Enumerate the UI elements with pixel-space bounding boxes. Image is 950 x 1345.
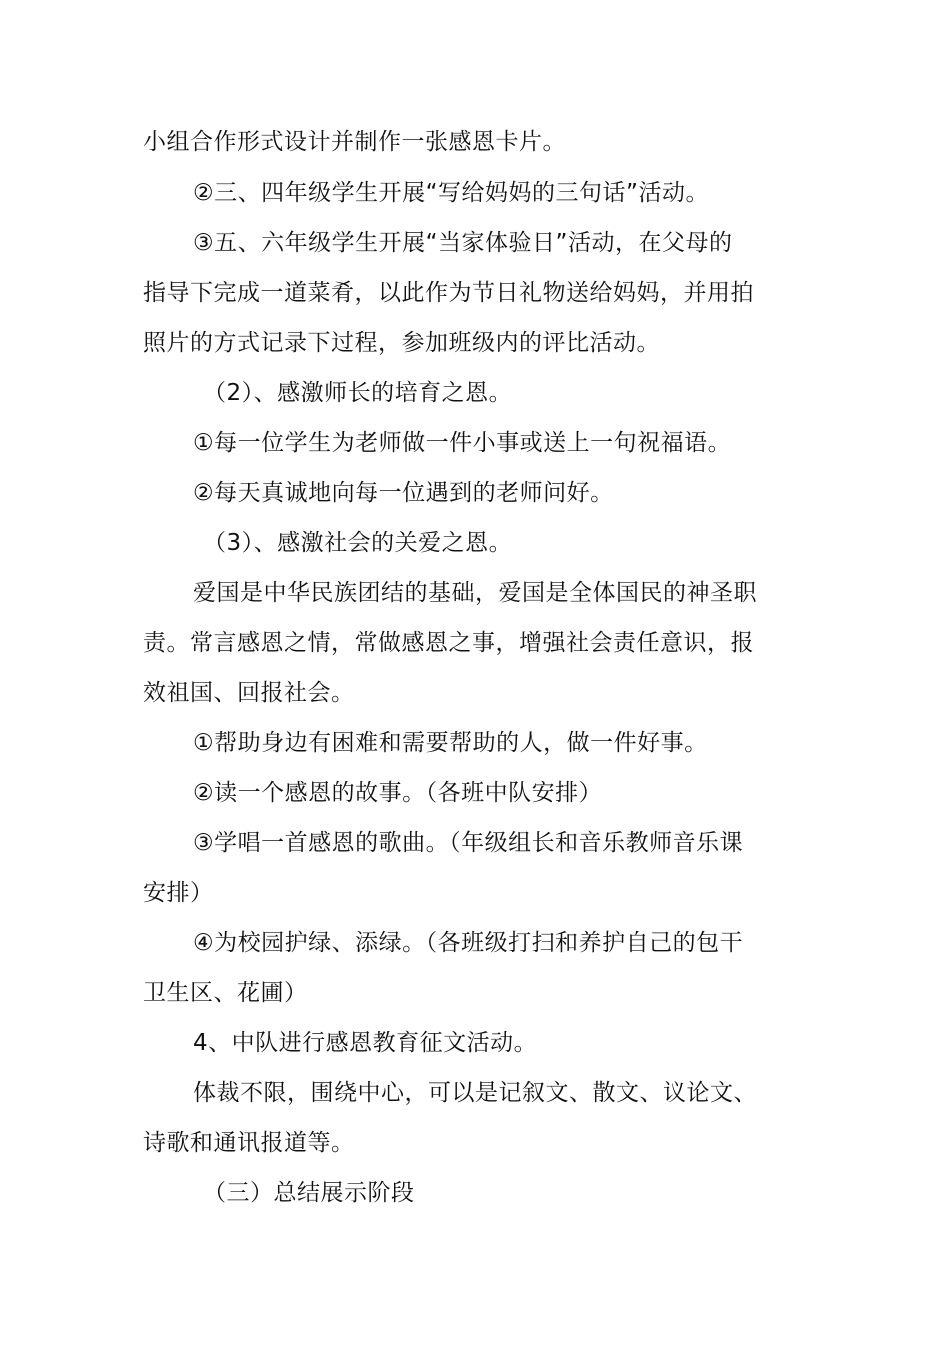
text-line: ①帮助身边有困难和需要帮助的人，做一件好事。 bbox=[193, 730, 708, 756]
text-line: ②每天真诚地向每一位遇到的老师问好。 bbox=[193, 480, 614, 506]
text-line: 指导下完成一道菜肴，以此作为节日礼物送给妈妈，并用拍 bbox=[143, 280, 754, 306]
text-line: ①每一位学生为老师做一件小事或送上一句祝福语。 bbox=[193, 430, 732, 456]
text-line: 效祖国、回报社会。 bbox=[143, 680, 355, 706]
text-line: 诗歌和通讯报道等。 bbox=[143, 1130, 355, 1156]
text-line: 爱国是中华民族团结的基础，爱国是全体国民的神圣职 bbox=[193, 580, 757, 606]
text-line: ②读一个感恩的故事。（各班中队安排） bbox=[193, 780, 603, 806]
section-heading: （2）、感激师长的培育之恩。 bbox=[203, 380, 513, 406]
text-line: 卫生区、花圃） bbox=[143, 980, 308, 1006]
text-line: ②三、四年级学生开展“写给妈妈的三句话”活动。 bbox=[193, 180, 709, 206]
text-line: 安排） bbox=[143, 880, 214, 906]
text-line: 小组合作形式设计并制作一张感恩卡片。 bbox=[143, 129, 566, 155]
text-line: ③五、六年级学生开展“当家体验日”活动，在父母的 bbox=[193, 230, 733, 256]
text-line: 体裁不限，围绕中心，可以是记叙文、散文、议论文、 bbox=[193, 1080, 757, 1106]
text-line: 责。常言感恩之情，常做感恩之事，增强社会责任意识，报 bbox=[143, 630, 754, 656]
text-line: 照片的方式记录下过程，参加班级内的评比活动。 bbox=[143, 330, 660, 356]
section-heading: （3）、感激社会的关爱之恩。 bbox=[203, 530, 513, 556]
text-line: ④为校园护绿、添绿。（各班级打扫和养护自己的包干 bbox=[193, 930, 744, 956]
text-line: ③学唱一首感恩的歌曲。（年级组长和音乐教师音乐课 bbox=[193, 830, 744, 856]
section-heading: （三）总结展示阶段 bbox=[203, 1180, 415, 1206]
section-heading: 4、中队进行感恩教育征文活动。 bbox=[193, 1030, 538, 1056]
